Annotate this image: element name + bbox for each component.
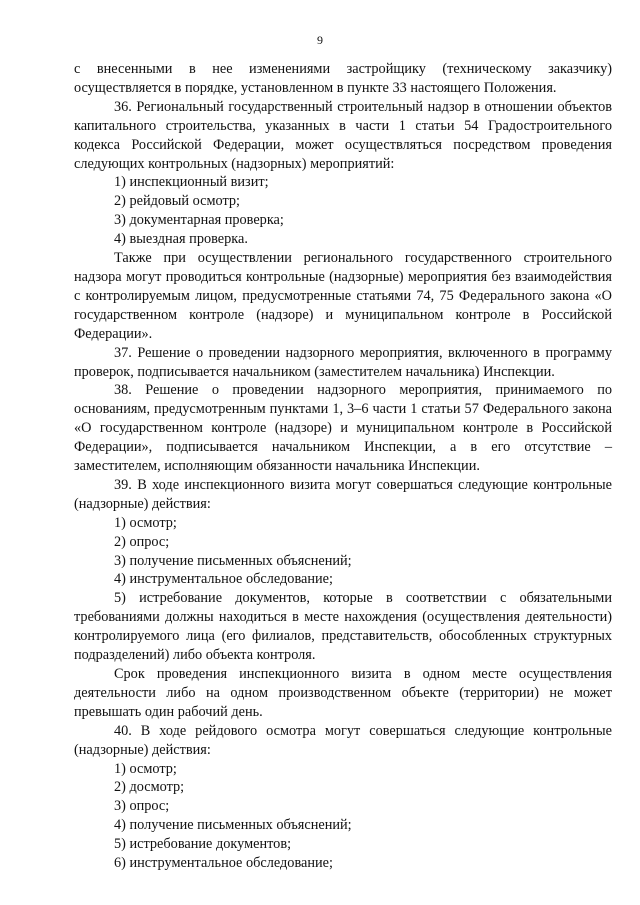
list-item: 5) истребование документов, которые в соответствии с обязательными требованиями должны находиться в месте нахождения (осуществления деятельности) контролируемого лица (его филиалов, представительств, обособленных структурных подразделений) либо объекта контроля. xyxy=(74,590,612,664)
list-item: 3) получение письменных объяснений; xyxy=(114,552,352,569)
paragraph-36-addendum: Также при осуществлении регионального государственного строительного надзора могут проводиться контрольные (надзорные) мероприятия без взаимодействия с контролируемым лицом, предусмотренные статьями 74, 75 Федерального закона «О государственном контроле (надзоре) и муниципальном контроле в Российской Федерации». xyxy=(74,250,612,342)
paragraph-39: 39. В ходе инспекционного визита могут совершаться следующие контрольные (надзорные) действия: xyxy=(74,476,612,512)
paragraph-39-addendum: Срок проведения инспекционного визита в одном месте осуществления деятельности либо на одном производственном объекте (территории) не может превышать один рабочий день. xyxy=(74,666,612,720)
list-item: 4) получение письменных объяснений; xyxy=(114,817,352,834)
document-body xyxy=(74,60,612,873)
paragraph-38: 38. Решение о проведении надзорного мероприятия, принимаемого по основаниям, предусмотренным пунктами 1, 3–6 части 1 статьи 57 Федерального закона «О государственном контроле (надзоре) и муниципальном контроле в Российской Федерации», подписывается начальником Инспекции, а в его отсутствие – заместителем, исполняющим обязанности начальника Инспекции. xyxy=(74,382,612,475)
paragraph-continuation: с внесенными в нее изменениями застройщику (техническому заказчику) осуществляется в порядке, установленном в пункте 33 настоящего Положения. xyxy=(74,61,612,96)
list-item: 2) рейдовый осмотр; xyxy=(114,193,241,210)
list-item: 2) досмотр; xyxy=(114,779,185,796)
list-item: 6) инструментальное обследование; xyxy=(114,855,333,872)
list-item: 4) выездная проверка. xyxy=(114,231,248,248)
list-item: 5) истребование документов; xyxy=(114,836,292,853)
paragraph-37: 37. Решение о проведении надзорного мероприятия, включенного в программу проверок, подписывается начальником (заместителем начальника) Инспекции. xyxy=(74,344,612,380)
paragraph-40: 40. В ходе рейдового осмотра могут совершаться следующие контрольные (надзорные) действия: xyxy=(74,722,612,758)
list-item: 3) опрос; xyxy=(114,798,170,815)
page-number: 9 xyxy=(317,33,323,47)
paragraph-36: 36. Региональный государственный строительный надзор в отношении объектов капитального строительства, указанных в части 1 статьи 54 Градостроительного кодекса Российской Федерации, может осуществляться посредством проведения следующих контрольных (надзорных) мероприятий: xyxy=(74,98,612,172)
list-item: 1) осмотр; xyxy=(114,760,177,777)
list-item: 2) опрос; xyxy=(114,533,170,550)
list-item: 1) осмотр; xyxy=(114,514,177,531)
list-item: 4) инструментальное обследование; xyxy=(114,571,333,588)
list-item: 3) документарная проверка; xyxy=(114,212,284,229)
list-item: 1) инспекционный визит; xyxy=(114,174,269,191)
